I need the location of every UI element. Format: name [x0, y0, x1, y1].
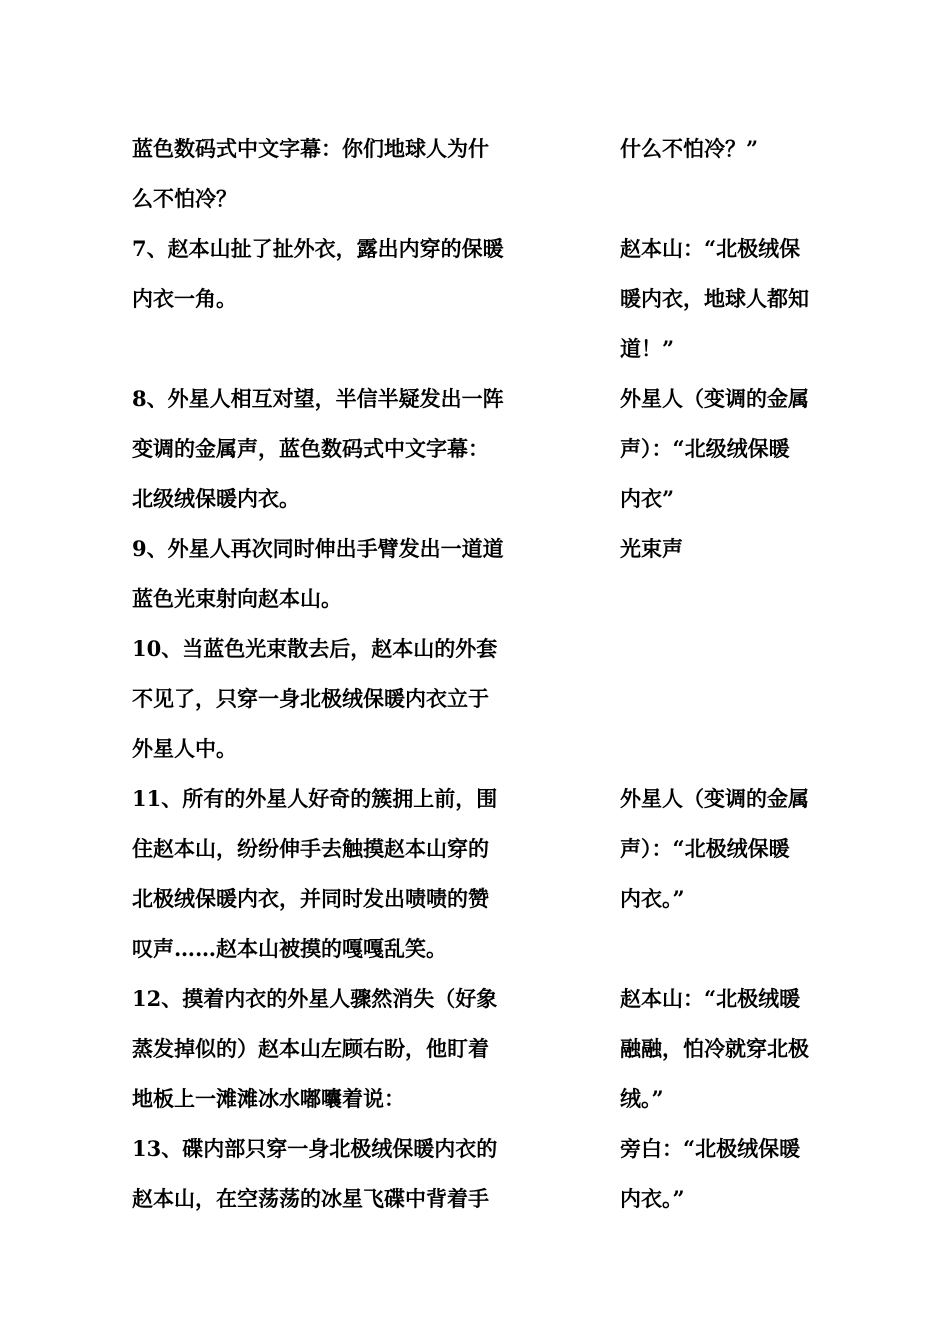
dialog-line: 外星人（变调的金属 声）：“北级绒保暖 内衣” [620, 386, 809, 511]
dialog-line: 光束声 [620, 536, 683, 561]
dialog-line: 赵本山：“北极绒保 暖内衣，地球人都知 道！” [620, 236, 809, 361]
scene-description: 9、外星人再次同时伸出手臂发出一道道 蓝色光束射向赵本山。 [132, 536, 504, 611]
script-row [0, 774, 950, 974]
script-row [0, 524, 950, 624]
scene-description: 12、摸着内衣的外星人骤然消失（好象 蒸发掉似的）赵本山左顾右盼，他盯着 地板上一滩滩冰水嘟囔着说： [132, 986, 498, 1111]
dialog-line: 赵本山：“北极绒暖 融融，怕冷就穿北极 绒。” [620, 986, 809, 1111]
script-table [0, 124, 950, 1224]
scene-description: 蓝色数码式中文字幕：你们地球人为什 么不怕冷？ [132, 136, 489, 211]
scene-description: 13、碟内部只穿一身北极绒保暖内衣的 赵本山，在空荡荡的冰星飞碟中背着手 [132, 1136, 498, 1211]
scene-description: 10、当蓝色光束散去后，赵本山的外套 不见了，只穿一身北极绒保暖内衣立于 外星人中。 [132, 636, 498, 761]
scene-description: 11、所有的外星人好奇的簇拥上前，围 住赵本山，纷纷伸手去触摸赵本山穿的 北极绒保暖内衣，并同时发出啧啧的赞 叹声……赵本山被摸的嘎嘎乱笑。 [132, 786, 498, 961]
script-row [0, 374, 950, 524]
dialog-line: 旁白：“北极绒保暖 内衣。” [620, 1136, 801, 1211]
scene-description: 8、外星人相互对望，半信半疑发出一阵 变调的金属声，蓝色数码式中文字幕： 北级绒保暖内衣。 [132, 386, 504, 511]
script-row [0, 1124, 950, 1224]
script-row [0, 124, 950, 224]
script-row [0, 224, 950, 374]
script-row [0, 974, 950, 1124]
script-row [0, 624, 950, 774]
dialog-line: 外星人（变调的金属 声）：“北极绒保暖 内衣。” [620, 786, 809, 911]
scene-description: 7、赵本山扯了扯外衣，露出内穿的保暖 内衣一角。 [132, 236, 504, 311]
dialog-line: 什么不怕冷？” [620, 136, 759, 161]
